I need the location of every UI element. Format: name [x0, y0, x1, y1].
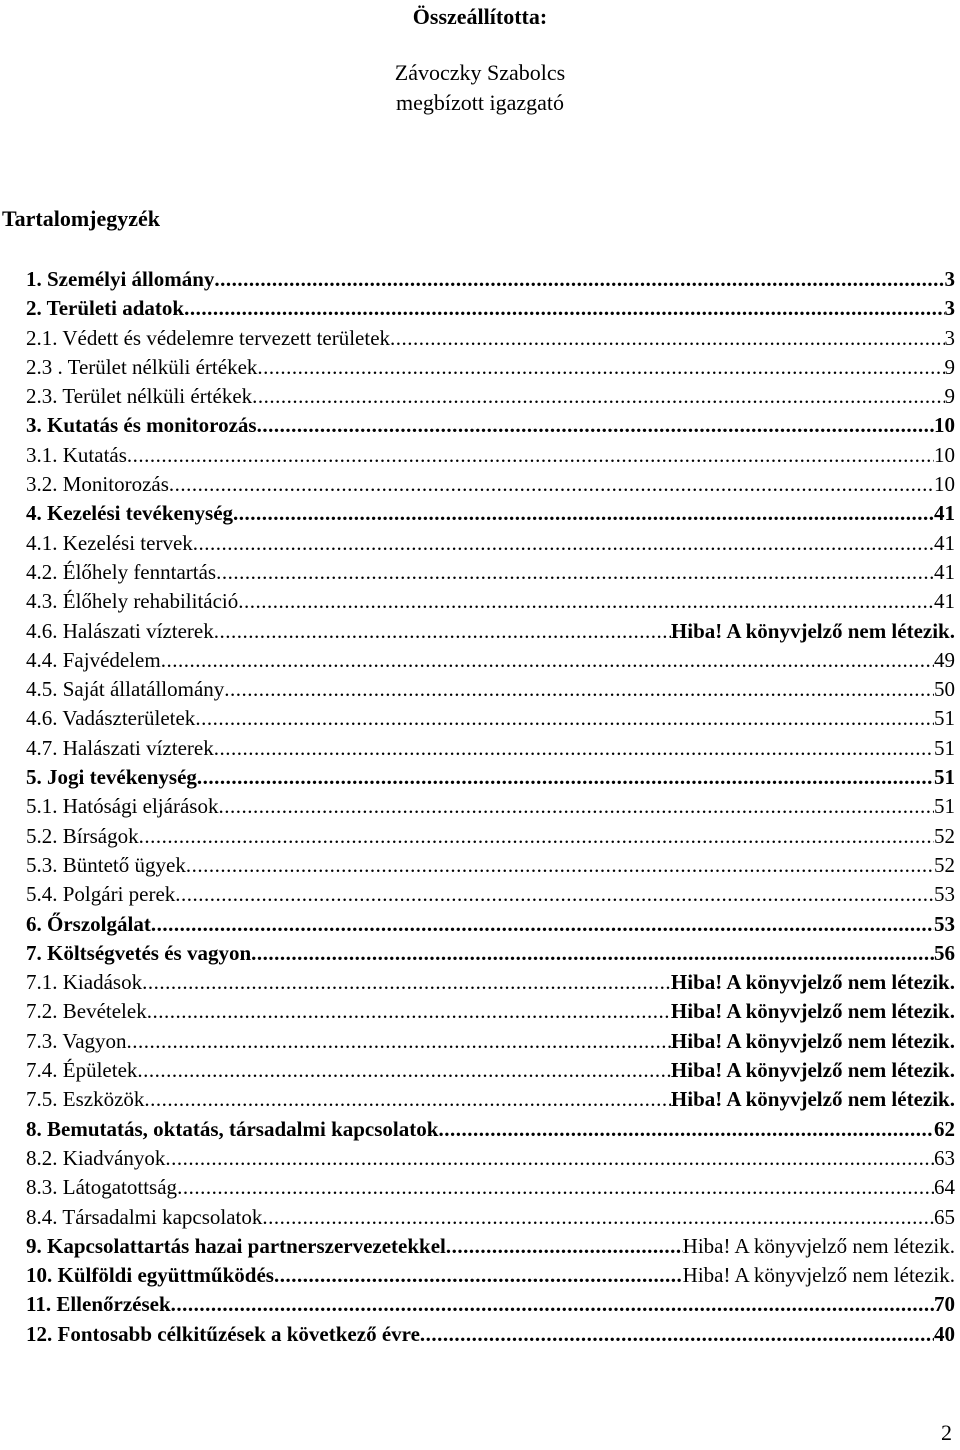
toc-entry[interactable]	[26, 529, 955, 558]
toc-leader-dots	[171, 1290, 934, 1319]
toc-entry-page: Hiba! A könyvjelző nem létezik.	[670, 1058, 955, 1083]
toc-leader-dots	[139, 822, 934, 851]
toc-leader-dots	[214, 265, 944, 294]
toc-leader-dots	[161, 646, 934, 675]
toc-entry-label: 4.2. Élőhely fenntartás	[26, 559, 217, 584]
toc-entry[interactable]	[26, 910, 955, 939]
toc-entry-label: 10. Külföldi együttműködés	[26, 1263, 274, 1288]
toc-entry-page: 51	[934, 765, 955, 790]
toc-leader-dots	[238, 587, 934, 616]
toc-entry-page: 63	[934, 1145, 955, 1170]
toc-entry-page: 51	[934, 735, 955, 760]
toc-leader-dots	[186, 851, 934, 880]
toc-entry-page: 49	[934, 647, 955, 672]
toc-leader-dots	[137, 1056, 671, 1085]
toc-entry-page: 53	[934, 911, 955, 936]
toc-entry-page: 51	[934, 794, 955, 819]
toc-entry-label: 2.3. Terület nélküli értékek	[26, 384, 253, 409]
toc-entry-page: Hiba! A könyvjelző nem létezik.	[670, 999, 955, 1024]
toc-leader-dots	[127, 1027, 671, 1056]
toc-entry-page: Hiba! A könyvjelző nem létezik.	[670, 618, 955, 643]
toc-entry-label: 2.1. Védett és védelemre tervezett területek	[26, 325, 391, 350]
toc-entry-page: 41	[934, 530, 955, 555]
toc-entry-label: 4.1. Kezelési tervek	[26, 530, 193, 555]
toc-entry-label: 4.6. Halászati vízterek	[26, 618, 214, 643]
toc-entry-page: 41	[934, 589, 955, 614]
toc-entry-label: 2.3 . Terület nélküli értékek	[26, 354, 258, 379]
toc-entry[interactable]	[26, 499, 955, 528]
toc-entry-page: 3	[944, 325, 955, 350]
page-number: 2	[941, 1420, 952, 1445]
toc-leader-dots	[144, 1085, 671, 1114]
toc-leader-dots	[214, 734, 934, 763]
toc-entry-label: 4. Kezelési tevékenység	[26, 501, 234, 526]
toc-leader-dots	[446, 1232, 683, 1261]
toc-entry-label: 6. Őrszolgálat	[26, 911, 151, 936]
toc-entry-label: 7. Költségvetés és vagyon	[26, 940, 252, 965]
toc-entry[interactable]	[26, 792, 955, 821]
toc-entry[interactable]	[26, 1115, 955, 1144]
toc-leader-dots	[390, 324, 944, 353]
toc-entry[interactable]	[26, 1203, 955, 1232]
toc-entry-label: 5.2. Bírságok	[26, 823, 139, 848]
toc-leader-dots	[147, 997, 671, 1026]
toc-entry[interactable]	[26, 1027, 955, 1056]
toc-entry[interactable]	[26, 1261, 955, 1290]
toc-entry-label: 3.1. Kutatás	[26, 442, 127, 467]
toc-leader-dots	[151, 910, 934, 939]
toc-entry-page: 65	[934, 1204, 955, 1229]
toc-leader-dots	[214, 617, 671, 646]
toc-entry-label: 5. Jogi tevékenység	[26, 765, 197, 790]
toc-entry-label: 4.4. Fajvédelem	[26, 647, 161, 672]
toc-entry-page: 9	[944, 384, 955, 409]
toc-leader-dots	[175, 880, 934, 909]
toc-entry[interactable]	[26, 968, 955, 997]
toc-entry[interactable]	[26, 704, 955, 733]
toc-entry[interactable]	[26, 353, 955, 382]
toc-entry[interactable]	[26, 294, 955, 323]
toc-leader-dots	[438, 1115, 934, 1144]
toc-entry-label: 8. Bemutatás, oktatás, társadalmi kapcsolatok	[26, 1116, 439, 1141]
compiled-by-heading: Összeállította:	[412, 4, 548, 29]
toc-entry-label: 12. Fontosabb célkitűzések a következő évre	[26, 1321, 420, 1346]
toc-entry[interactable]	[26, 997, 955, 1026]
toc-leader-dots	[127, 441, 934, 470]
toc-entry-label: 11. Ellenőrzések	[26, 1292, 171, 1317]
toc-entry-label: 8.4. Társadalmi kapcsolatok	[26, 1204, 263, 1229]
toc-entry-label: 9. Kapcsolattartás hazai partnerszervezetekkel	[26, 1233, 446, 1258]
toc-entry-label: 7.2. Bevételek	[26, 999, 147, 1024]
toc-leader-dots	[195, 704, 934, 733]
toc-entry[interactable]	[26, 1173, 955, 1202]
toc-entry[interactable]	[26, 441, 955, 470]
toc-leader-dots	[197, 763, 934, 792]
toc-entry-label: 7.4. Épületek	[26, 1058, 138, 1083]
toc-entry[interactable]	[26, 617, 955, 646]
toc-entry[interactable]	[26, 939, 955, 968]
toc-entry-page: 3	[944, 296, 955, 321]
toc-entry-page: 52	[934, 852, 955, 877]
toc-entry[interactable]	[26, 675, 955, 704]
toc-entry[interactable]	[26, 1290, 955, 1319]
toc-entry-label: 4.3. Élőhely rehabilitáció	[26, 589, 239, 614]
toc-leader-dots	[233, 499, 934, 528]
toc-entry-page: Hiba! A könyvjelző nem létezik.	[682, 1233, 955, 1258]
toc-entry-label: 8.3. Látogatottság	[26, 1175, 178, 1200]
toc-leader-dots	[216, 558, 934, 587]
toc-leader-dots	[184, 294, 944, 323]
toc-leader-dots	[251, 939, 934, 968]
toc-entry[interactable]	[26, 1144, 955, 1173]
toc-entry-page: Hiba! A könyvjelző nem létezik.	[670, 1087, 955, 1112]
toc-entry[interactable]	[26, 822, 955, 851]
toc-leader-dots	[165, 1144, 934, 1173]
toc-entry[interactable]	[26, 558, 955, 587]
toc-leader-dots	[252, 382, 944, 411]
toc-entry-page: 52	[934, 823, 955, 848]
toc-entry-label: 3. Kutatás és monitorozás	[26, 413, 257, 438]
toc-entry[interactable]	[26, 411, 955, 440]
toc-leader-dots	[257, 411, 934, 440]
toc-entry-label: 4.7. Halászati vízterek	[26, 735, 214, 760]
toc-entry-label: 3.2. Monitorozás	[26, 472, 169, 497]
toc-entry[interactable]	[26, 1232, 955, 1261]
toc-leader-dots	[142, 968, 671, 997]
toc-entry-label: 4.5. Saját állatállomány	[26, 677, 225, 702]
toc-title: Tartalomjegyzék	[2, 206, 161, 231]
toc-entry-page: 53	[934, 882, 955, 907]
toc-entry-page: 3	[944, 267, 955, 291]
toc-entry[interactable]	[26, 382, 955, 411]
toc-entry-page: 10	[934, 472, 955, 497]
toc-entry-label: 1. Személyi állomány	[26, 267, 215, 291]
toc-entry[interactable]	[26, 324, 955, 353]
toc-entry-label: 7.1. Kiadások	[26, 970, 143, 995]
toc-leader-dots	[177, 1173, 934, 1202]
toc-leader-dots	[224, 675, 934, 704]
toc-entry-page: 62	[934, 1116, 955, 1141]
toc-leader-dots	[193, 529, 934, 558]
toc-entry[interactable]	[26, 1056, 955, 1085]
toc-leader-dots	[218, 792, 934, 821]
toc-entry-label: 4.6. Vadászterületek	[26, 706, 196, 731]
toc-entry[interactable]	[26, 265, 955, 294]
toc-leader-dots	[274, 1261, 683, 1290]
toc-entry[interactable]	[26, 734, 955, 763]
toc-entry-page: 70	[934, 1292, 955, 1317]
toc-entry-page: 40	[934, 1321, 955, 1346]
toc-entry-page: 10	[934, 442, 955, 467]
toc-entry-page: 51	[934, 706, 955, 731]
toc-entry[interactable]	[26, 587, 955, 616]
toc-entry[interactable]	[26, 763, 955, 792]
toc-entry-page: 56	[934, 940, 955, 965]
toc-entry-page: Hiba! A könyvjelző nem létezik.	[670, 970, 955, 995]
toc-entry-page: 10	[934, 413, 955, 438]
toc-entry-page: 9	[944, 354, 955, 379]
author-role: megbízott igazgató	[396, 90, 564, 115]
toc-entry[interactable]	[26, 470, 955, 499]
toc-entry-label: 5.4. Polgári perek	[26, 882, 176, 907]
toc-entry-page: 50	[934, 677, 955, 702]
toc-entry-page: Hiba! A könyvjelző nem létezik.	[682, 1263, 955, 1288]
toc-entry-page: 41	[934, 501, 955, 526]
toc-entry[interactable]	[26, 1085, 955, 1114]
toc-entry-label: 5.1. Hatósági eljárások	[26, 794, 219, 819]
toc-list	[26, 265, 955, 1349]
toc-entry-label: 8.2. Kiadványok	[26, 1145, 166, 1170]
toc-entry-label: 2. Területi adatok	[26, 296, 185, 321]
toc-entry[interactable]	[26, 1320, 955, 1349]
toc-entry-page: 41	[934, 559, 955, 584]
toc-entry-page: 64	[934, 1175, 955, 1200]
toc-entry-page: Hiba! A könyvjelző nem létezik.	[670, 1028, 955, 1053]
toc-entry-label: 7.3. Vagyon	[26, 1028, 127, 1053]
toc-leader-dots	[169, 470, 934, 499]
toc-leader-dots	[257, 353, 944, 382]
toc-entry[interactable]	[26, 646, 955, 675]
toc-entry-label: 5.3. Büntető ügyek	[26, 852, 186, 877]
toc-entry-label: 7.5. Eszközök	[26, 1087, 145, 1112]
toc-entry[interactable]	[26, 851, 955, 880]
author-name: Závoczky Szabolcs	[394, 60, 566, 85]
toc-leader-dots	[262, 1203, 934, 1232]
toc-entry[interactable]	[26, 880, 955, 909]
toc-leader-dots	[420, 1320, 934, 1349]
